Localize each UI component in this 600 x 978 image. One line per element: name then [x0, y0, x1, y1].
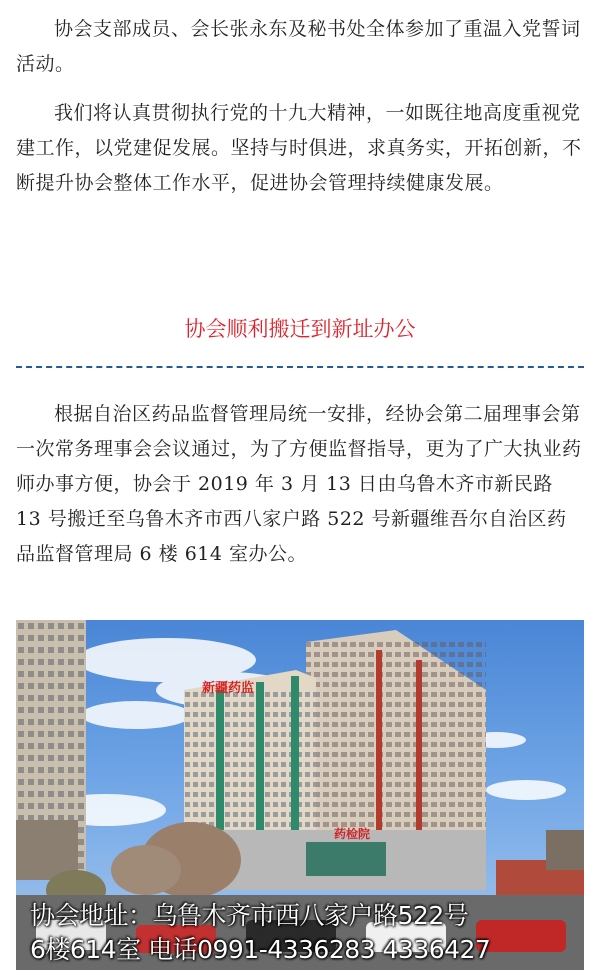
office-building-photo: [16, 620, 584, 970]
right-tower: [306, 630, 486, 852]
paragraph-relocation: 根据自治区药品监督管理局统一安排，经协会第二届理事会第一次常务理事会会议通过，为了方便监督指导，更为了广大执业药师办事方便，协会于 2019 年 3 月 13 日由乌鲁木齐市新民路 13 号搬迁至乌鲁木齐市西八家户路 522 号新疆维吾尔自治区药品监督管理局 6 楼 614 室办公。: [16, 403, 582, 565]
left-tower: [16, 620, 86, 880]
paragraph-party-building: 我们将认真贯彻执行党的十九大精神，一如既往地高度重视党建工作，以党建促发展。坚持与时俱进，求真务实，开拓创新，不断提升协会整体工作水平，促进协会管理持续健康发展。: [16, 102, 582, 194]
podium-sign: 药检院: [334, 827, 371, 841]
distant-building: [546, 830, 584, 870]
section-divider: [16, 366, 584, 368]
photo-caption-address: 协会地址：乌鲁木齐市西八家户路522号: [30, 901, 469, 930]
section-title: 协会顺利搬迁到新址办公: [184, 317, 416, 341]
rooftop-sign: 新疆药监: [202, 681, 255, 696]
photo-caption-phone: 6楼614室 电话0991-4336283 4336427: [30, 935, 491, 964]
paragraph-party-oath: 协会支部成员、会长张永东及秘书处全体参加了重温入党誓词活动。: [16, 18, 581, 75]
